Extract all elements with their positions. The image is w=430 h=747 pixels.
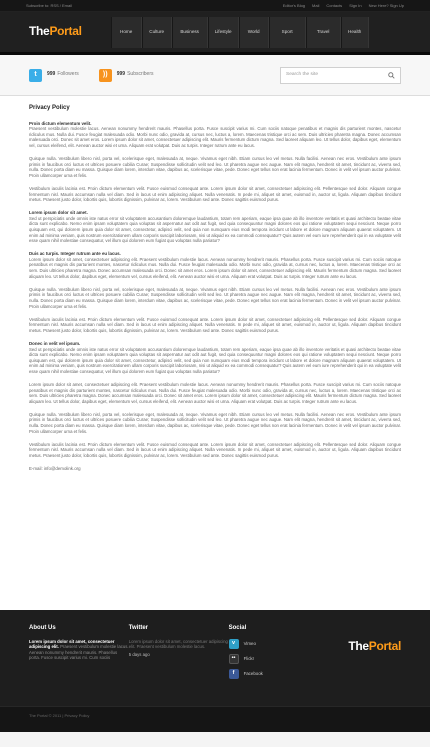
policy-paragraph-text: Quisque nulla. Vestibulum libero nisl, porta vel, scelerisque eget, malesuada at, neque. Vivamus eget nibh. Etiam cursus leo vel metus. Nulla facilisi. Aenean nec eros. Vestibulum ante ipsum primis in faucibus orci luctus et ultrices posuere cubilia Curae; Suspendisse sollicitudin velit sed leo. Ut pharetra augue nec augue. Nam elit magna, hendrerit sit amet, tincidunt ac, viverra sed, nulla. Donec porta diam eu massa. Quisque diam lorem, interdum vitae, dapibus ac, scelerisque vitae, pede. Donec eget tellus non erat lacinia fermentum. Donec in velit vel ipsum auctor pulvinar. Proin ullamcorper urna et felis.: [29, 286, 401, 309]
facebook-label: Facebook: [243, 670, 263, 676]
footer-logo[interactable]: [348, 639, 401, 706]
policy-paragraph: [29, 341, 401, 375]
facebook-icon: f: [229, 669, 239, 679]
contact-email[interactable]: E-mail: info@demolink.org: [29, 466, 81, 471]
policy-paragraph: [29, 442, 401, 459]
privacy-policy-content: [0, 96, 430, 610]
policy-paragraph-text: Sed ut perspiciatis unde omnis iste natus error sit voluptatem accusantium doloremque laudantium, totam rem aperiam, eaque ipsa quae ab illo inventore veritatis et quasi architecto beatae vitae dicta sunt explicabo. Nemo enim ipsam voluptatem quia voluptas sit aspernatur aut odit aut fugit, sed quia consequuntur magni dolores eos qui ratione voluptatem sequi nesciunt. Neque porro quisquam est, qui dolorem ipsum quia dolor sit amet, consectetur, adipisci velit, sed quia non numquam eius modi tempora incidunt ut labore et dolore magnam aliquam quaerat voluptatem. Ut enim ad minima veniam, quis nostrum exercitationem ullam corporis suscipit laboriosam, nisi ut aliquid ex ea commodi consequatur? Quis autem vel eum iure reprehenderit qui in ea voluptate velit esse quam nihil molestiae consequatur, vel illum qui dolorem eum fugiat quo voluptas nulla pariatur?: [29, 215, 401, 244]
stats-and-search-bar: [0, 55, 430, 96]
top-link-mail[interactable]: Mail: [312, 2, 320, 8]
policy-paragraph-text: Praesent vestibulum molestie lacus. Aenean nonummy hendrerit mauris. Phasellus porta. Fusce suscipit varius mi. Cum sociis natoque penatibus et magnis dis parturient montes, nascetur ridiculus mus. Nulla dui. Fusce feugiat malesuada odio. Morbi nunc odio, gravida at, cursus nec, luctus a, lorem. Maecenas tristique orci ac sem. Duis ultricies pharetra magna. Donec accumsan malesuada orci. Donec sit amet eros. Lorem ipsum dolor sit amet, consectetuer adipiscing elit. Mauris fermentum dictum magna. Sed laoreet aliquam leo. Ut tellus dolor, dapibus eget, elementum vel, cursus eleifend, elit. Aenean auctor wisi et urna. Aliquam erat volutpat. Duis ac turpis. Integer rutrum ante eu lacus.: [29, 126, 401, 148]
footer-logo-main: The: [348, 639, 369, 653]
logo-main: The: [29, 24, 50, 39]
policy-paragraph: [29, 156, 401, 178]
tweet-time: 5 days ago: [128, 651, 150, 657]
search-icon[interactable]: [388, 72, 395, 79]
social-section: [229, 626, 329, 706]
followers-count: 999: [47, 71, 56, 78]
copyright-bar: The Portal © 2011 | Privacy Policy: [0, 706, 430, 732]
about-us-title: About Us: [29, 625, 56, 631]
about-us-section: [29, 626, 129, 706]
policy-paragraph: [29, 210, 401, 244]
nav-culture[interactable]: Culture: [142, 17, 172, 48]
followers-label: Followers: [57, 71, 79, 78]
social-links: [229, 639, 329, 679]
policy-paragraph-text: Quisque nulla. Vestibulum libero nisl, porta vel, scelerisque eget, malesuada at, neque. Vivamus eget nibh. Etiam cursus leo vel metus. Nulla facilisi. Aenean nec eros. Vestibulum ante ipsum primis in faucibus orci luctus et ultrices posuere cubilia Curae; Suspendisse sollicitudin velit sed leo. Ut pharetra augue nec augue. Nam elit magna, hendrerit sit amet, tincidunt ac, viverra sed, nulla. Donec porta diam eu massa. Quisque diam lorem, interdum vitae, dapibus ac, scelerisque vitae, pede. Donec eget tellus non erat lacinia fermentum. Donec in velit vel ipsum auctor pulvinar. Proin ullamcorper urna et felis.: [29, 156, 401, 178]
policy-paragraph: [29, 382, 401, 404]
policy-paragraph-text: Vestibulum iaculis lacinia est. Proin dictum elementum velit. Fusce euismod consequat ante. Lorem ipsum dolor sit amet, consectetuer adipiscing elit. Pellentesque sed dolor. Aliquam congue fermentum nisl. Mauris accumsan nulla vel diam. Sed in lacus ut enim adipiscing aliquet. Nulla venenatis. In pede mi, aliquet sit amet, euismod in, auctor ut, ligula. Aliquam dapibus tincidunt metus. Praesent justo dolor, lobortis quis, lobortis dignissim, pulvinar ac, lorem. Vestibulum sed ante. Donec sagittis euismod purus.: [29, 441, 401, 458]
policy-subheading: Donec in velit vel ipsum.: [29, 340, 81, 346]
rss-subscribers[interactable]: [99, 69, 154, 82]
site-logo[interactable]: [29, 24, 82, 39]
top-utility-bar: [0, 0, 430, 12]
vimeo-icon: v: [229, 639, 239, 649]
about-us-bold-text: Lorem ipsum dolor sit amet, consectetuer adipiscing elit.: [29, 638, 115, 650]
policy-paragraph: [29, 251, 401, 279]
policy-paragraph: [29, 412, 401, 434]
search-placeholder: Search the site: [286, 72, 318, 78]
policy-paragraph: [29, 186, 401, 203]
policy-subheading: Proin dictum elementum velit.: [29, 120, 92, 126]
footer-logo-accent: Portal: [368, 639, 401, 653]
site-header: [0, 12, 430, 55]
main-navigation: [111, 17, 369, 48]
policy-paragraph-text: Lorem ipsum dolor sit amet, consectetuer adipiscing elit. Praesent vestibulum molestie lacus. Aenean nonummy hendrerit mauris. Phasellus porta. Fusce suscipit varius mi. Cum sociis natoque penatibus et magnis dis parturient montes, nascetur ridiculus mus. Nulla dui. Fusce feugiat malesuada odio. Morbi nunc odio, gravida at, cursus nec, luctus a, lorem. Maecenas tristique orci ac sem. Duis ultricies pharetra magna. Donec accumsan malesuada orci. Donec sit amet eros. Lorem ipsum dolor sit amet, consectetuer adipiscing elit. Mauris fermentum dictum magna. Sed laoreet aliquam leo. Ut tellus dolor, dapibus eget, elementum vel, cursus eleifend, elit. Aenean auctor wisi et urna. Aliquam erat volutpat. Duis ac turpis. Integer rutrum ante eu lacus.: [29, 256, 401, 279]
nav-travel[interactable]: Travel: [306, 17, 341, 48]
subscribers-label: Subscribers: [127, 71, 154, 78]
top-links: [283, 3, 404, 9]
twitter-icon: t: [29, 69, 42, 82]
policy-paragraph-text: Vestibulum iaculis lacinia est. Proin dictum elementum velit. Fusce euismod consequat ante. Lorem ipsum dolor sit amet, consectetuer adipiscing elit. Pellentesque sed dolor. Aliquam congue fermentum nisl. Mauris accumsan nulla vel diam. Sed in lacus ut enim adipiscing aliquet. Nulla venenatis. In pede mi, aliquet sit amet, euismod in, auctor ut, ligula. Aliquam dapibus tincidunt metus. Praesent justo dolor, lobortis quis, lobortis dignissim, pulvinar ac, lorem. Vestibulum sed ante. Donec sagittis euismod purus.: [29, 316, 401, 333]
top-link-contacts[interactable]: Contacts: [326, 2, 343, 8]
policy-paragraph-text: Sed ut perspiciatis unde omnis iste natus error sit voluptatem accusantium doloremque laudantium, totam rem aperiam, eaque ipsa quae ab illo inventore veritatis et quasi architecto beatae vitae dicta sunt explicabo. Nemo enim ipsam voluptatem quia voluptas sit aspernatur aut odit aut fugit, sed quia consequuntur magni dolores eos qui ratione voluptatem sequi nesciunt. Neque porro quisquam est, qui dolorem ipsum quia dolor sit amet, consectetur, adipisci velit, sed quia non numquam eius modi tempora incidunt ut labore et dolore magnam aliquam quaerat voluptatem. Ut enim ad minima veniam, quis nostrum exercitationem ullam corporis suscipit laboriosam, nisi ut aliquid ex ea commodi consequatur? Quis autem vel eum iure reprehenderit qui in ea voluptate velit esse quam nihil molestiae consequatur, vel illum qui dolorem eum fugiat quo voluptas nulla pariatur?: [29, 346, 401, 374]
flickr-link[interactable]: [229, 654, 329, 664]
top-link-sign-in[interactable]: Sign In: [349, 2, 362, 8]
nav-home[interactable]: Home: [111, 17, 142, 48]
flickr-icon: ••: [229, 654, 239, 664]
social-title: Social: [228, 625, 247, 631]
tweet-text[interactable]: Lorem ipsum dolor sit amet, consectetuer adipiscing elit. Praesent vestibulum molestie lacus.: [128, 638, 228, 650]
policy-paragraphs: [29, 121, 401, 459]
policy-paragraph-text: Lorem ipsum dolor sit amet, consectetuer adipiscing elit. Praesent vestibulum molestie lacus. Aenean nonummy hendrerit mauris. Phasellus porta. Fusce suscipit varius mi. Cum sociis natoque penatibus et magnis dis parturient montes, nascetur ridiculus mus. Nulla dui. Fusce feugiat malesuada odio. Morbi nunc odio, gravida at, cursus nec, luctus a, lorem. Maecenas tristique orci ac sem. Duis ultricies pharetra magna. Donec accumsan malesuada orci. Donec sit amet eros. Lorem ipsum dolor sit amet, consectetuer adipiscing elit. Mauris fermentum dictum magna. Sed laoreet aliquam leo. Ut tellus dolor, dapibus eget, elementum vel, cursus eleifend, elit. Aenean auctor wisi et urna. Aliquam erat volutpat. Duis ac turpis. Integer rutrum ante eu lacus.: [29, 381, 401, 404]
vimeo-link[interactable]: [229, 639, 329, 649]
nav-health[interactable]: Health: [341, 17, 369, 48]
policy-paragraph-text: Vestibulum iaculis lacinia est. Proin dictum elementum velit. Fusce euismod consequat ante. Lorem ipsum dolor sit amet, consectetuer adipiscing elit. Pellentesque sed dolor. Aliquam congue fermentum nisl. Mauris accumsan nulla vel diam. Sed in lacus ut enim adipiscing aliquet. Nulla venenatis. In pede mi, aliquet sit amet, euismod in, auctor ut, ligula. Aliquam dapibus tincidunt metus. Praesent justo dolor, lobortis quis, lobortis dignissim, pulvinar ac, lorem. Vestibulum sed ante. Donec sagittis euismod purus.: [29, 185, 401, 203]
rss-icon: )): [99, 69, 112, 82]
twitter-title: Twitter: [128, 625, 149, 631]
nav-sport[interactable]: Sport: [269, 17, 306, 48]
nav-business[interactable]: Business: [172, 17, 208, 48]
subscribers-count: 999: [116, 71, 126, 78]
top-link-sign-up[interactable]: New Here? Sign Up: [368, 2, 404, 8]
twitter-followers[interactable]: [29, 69, 79, 82]
nav-lifestyle[interactable]: Lifestyle: [208, 17, 239, 48]
policy-subheading: Lorem ipsum dolor sit amet.: [29, 210, 88, 216]
subscribe-text[interactable]: Subscribe to: RSS / Email: [26, 2, 73, 8]
search-input[interactable]: [280, 67, 401, 84]
policy-paragraph: [29, 287, 401, 309]
nav-world[interactable]: World: [239, 17, 269, 48]
twitter-section: [129, 626, 229, 706]
flickr-label: Flickr: [243, 655, 255, 661]
vimeo-label: Vimeo: [243, 640, 256, 646]
facebook-link[interactable]: [229, 669, 329, 679]
policy-paragraph: [29, 121, 401, 149]
top-link-editors-blog[interactable]: Editor's Blog: [282, 2, 306, 8]
logo-accent: Portal: [49, 24, 82, 39]
policy-paragraph: [29, 317, 401, 334]
page-title: Privacy Policy: [29, 105, 70, 111]
about-us-text: [29, 639, 129, 661]
about-us-body: Praesent vestibulum molestie lacus. Aenean nonummy hendrerit mauris. Phasellus porta. Fusce suscipit varius mi. Cum sociis: [29, 644, 129, 661]
policy-subheading: Duis ac turpis. Integer rutrum ante eu lacus.: [29, 251, 121, 257]
policy-paragraph-text: Quisque nulla. Vestibulum libero nisl, porta vel, scelerisque eget, malesuada at, neque. Vivamus eget nibh. Etiam cursus leo vel metus. Nulla facilisi. Aenean nec eros. Vestibulum ante ipsum primis in faucibus orci luctus et ultrices posuere cubilia Curae; Suspendisse sollicitudin velit sed leo. Ut pharetra augue nec augue. Nam elit magna, hendrerit sit amet, tincidunt ac, viverra sed, nulla. Donec porta diam eu massa. Quisque diam lorem, interdum vitae, dapibus ac, scelerisque vitae, pede. Donec eget tellus non erat lacinia fermentum. Donec in velit vel ipsum auctor pulvinar. Proin ullamcorper urna et felis.: [29, 411, 401, 434]
site-footer: [0, 610, 430, 706]
